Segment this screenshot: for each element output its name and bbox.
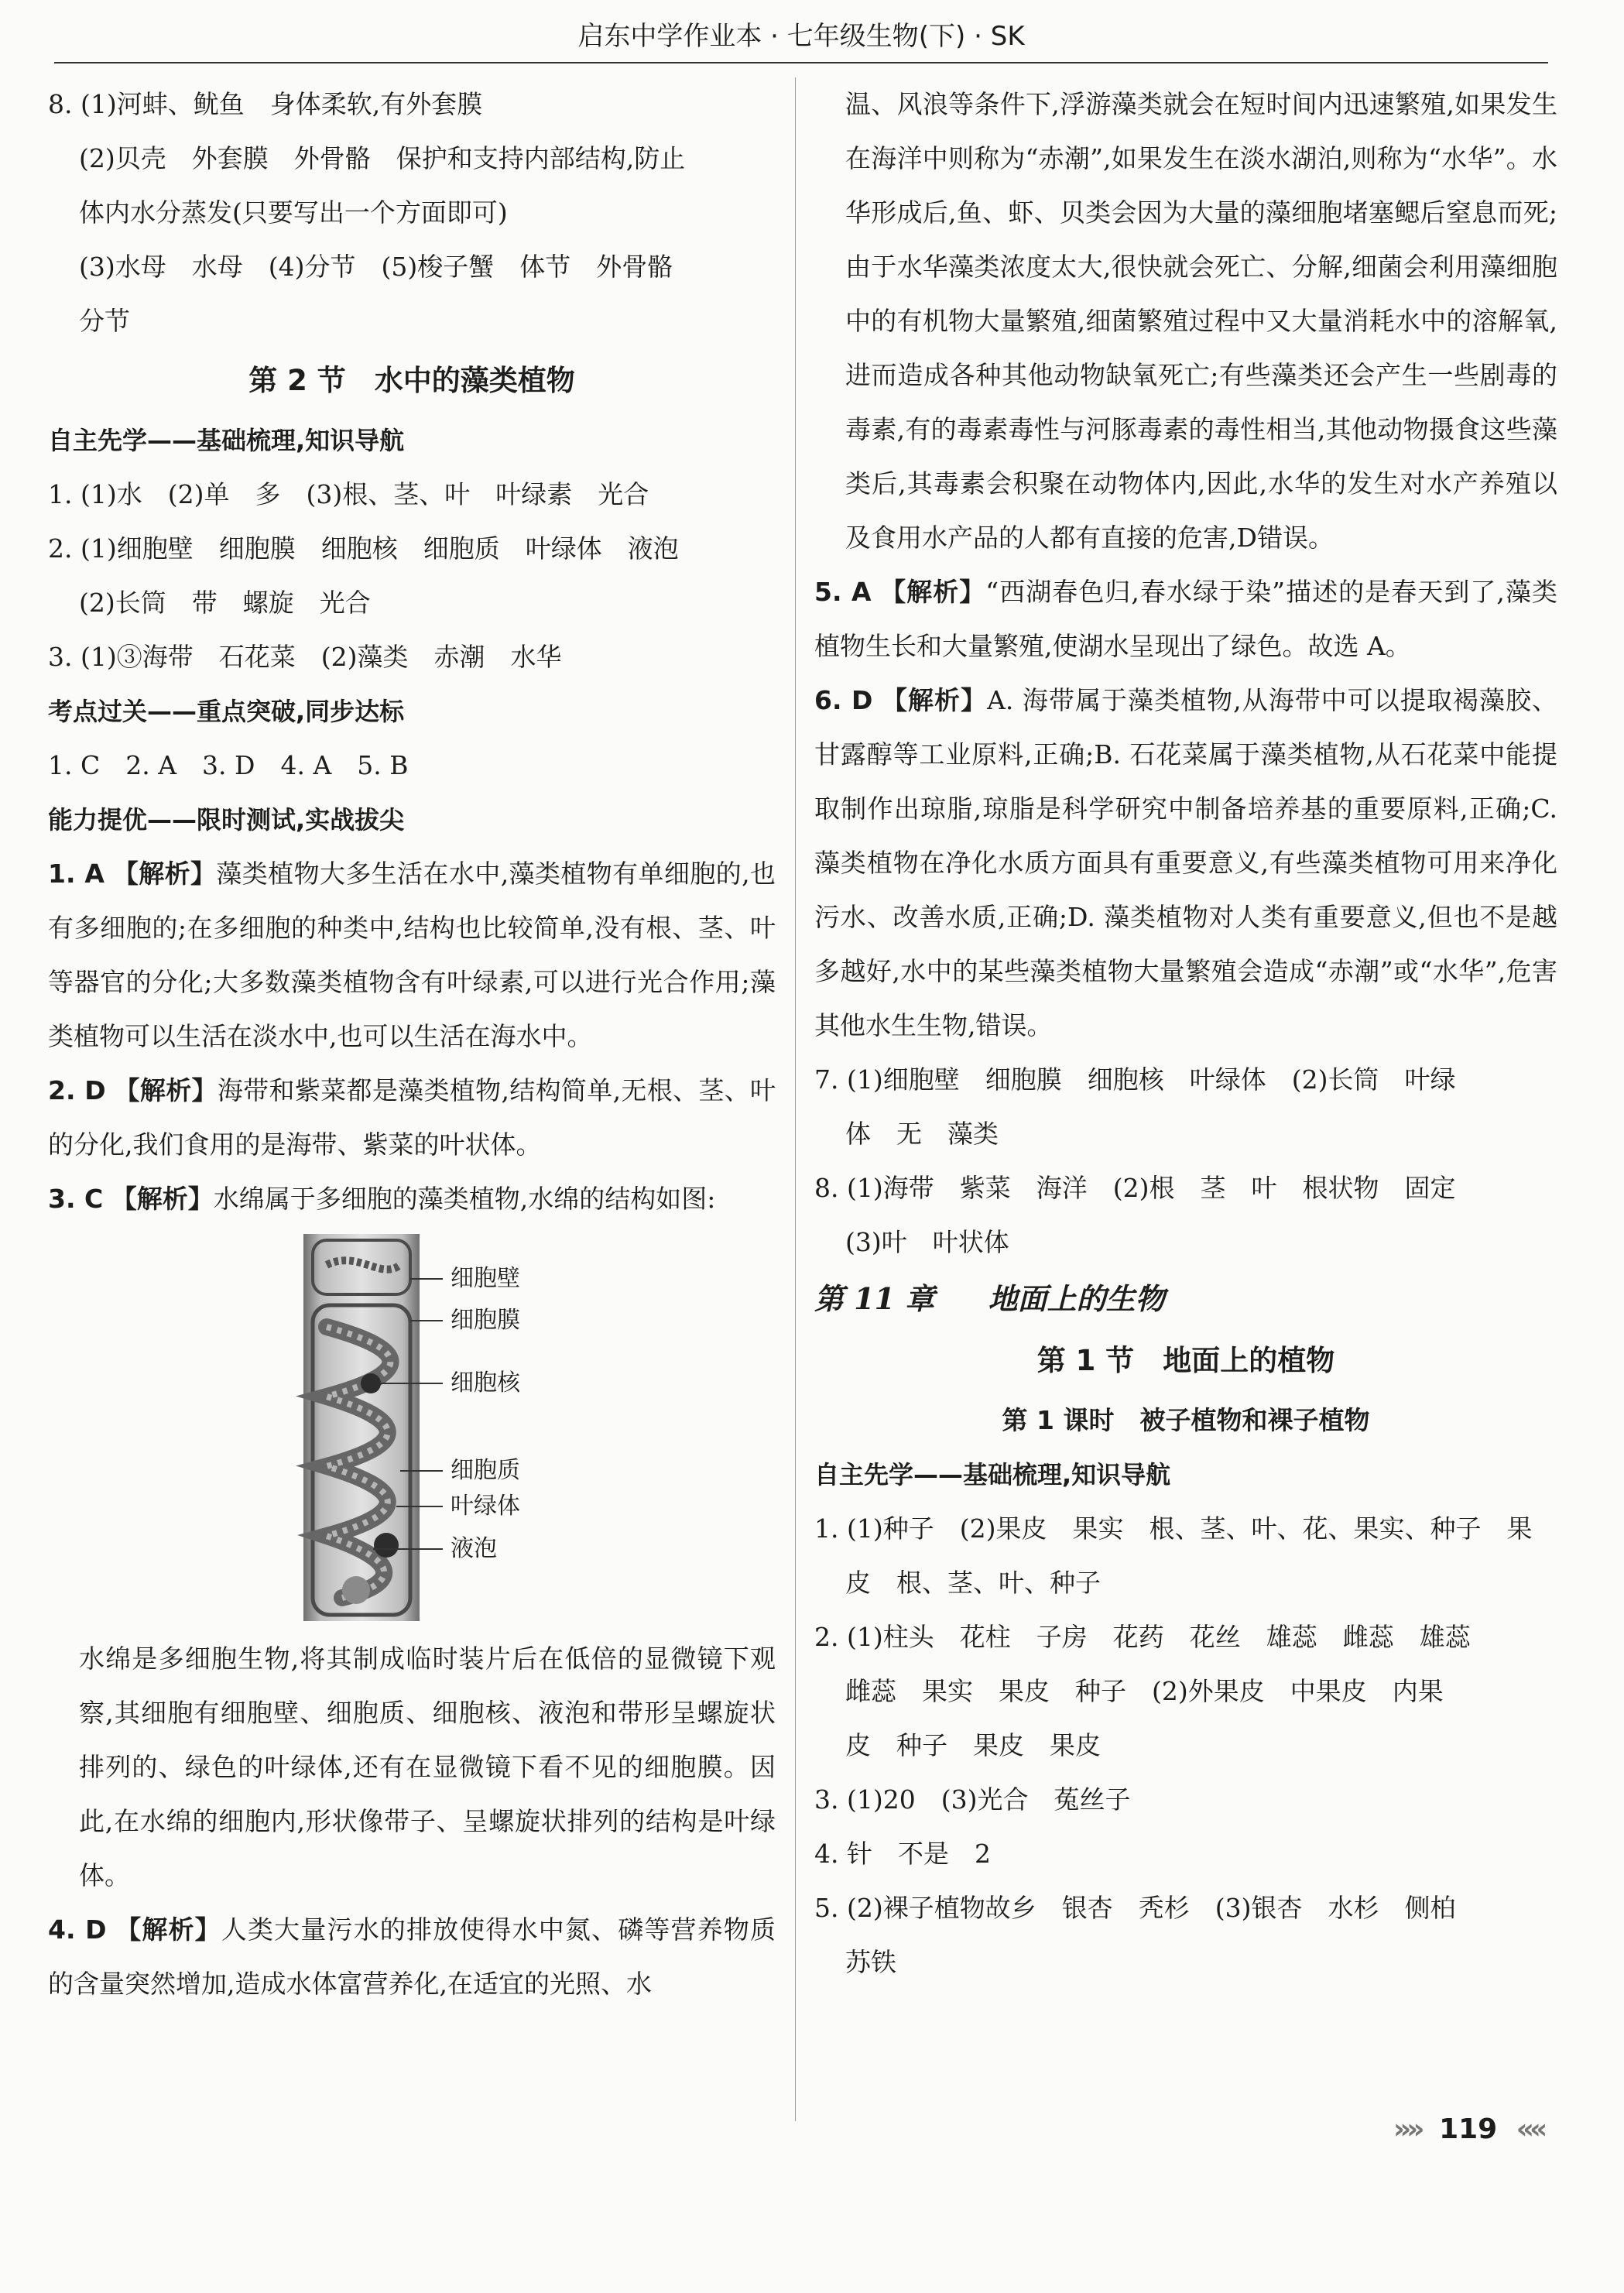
label-nucleus: 细胞核 <box>451 1369 520 1397</box>
explanation-3-text: 水绵属于多细胞的藻类植物,水绵的结构如图: <box>213 1184 716 1214</box>
answer-1: 1. (1)水 (2)单 多 (3)根、茎、叶 叶绿素 光合 <box>48 479 649 509</box>
chevron-left-icon: « <box>1516 2113 1530 2145</box>
answer-8-line-4: (3)水母 水母 (4)分节 (5)梭子蟹 体节 外骨骼 <box>79 252 673 282</box>
explanation-6 <box>814 674 1557 1053</box>
label-cell-wall: 细胞壁 <box>451 1265 520 1292</box>
chevron-right-icon: » <box>1406 2113 1420 2145</box>
explanation-2-number: 2. D <box>48 1075 106 1105</box>
chevron-right-icon: » <box>1393 2113 1407 2145</box>
explanation-4-continued: 温、风浪等条件下,浮游藻类就会在短时间内迅速繁殖,如果发生在海洋中则称为“赤潮”,如果发生在淡水湖泊,则称为“水华”。水华形成后,鱼、虾、贝类会因为大量的藻细胞堵塞鳃后窒息而死;由于水华藻类浓度太大,很快就会死亡、分解,细菌会利用藻细胞中的有机物大量繁殖,细菌繁殖过程中又大量消耗水中的溶解氧,进而造成各种其他动物缺氧死亡;有些藻类还会产生一些剧毒的毒素,有的毒素毒性与河豚毒素的毒性相当,其他动物摄食这些藻类后,其毒素会积聚在动物体内,因此,水华的发生对水产养殖以及食用水产品的人都有直接的危害,D错误。 <box>845 89 1557 553</box>
answer-3: 3. (1)③海带 石花菜 (2)藻类 赤潮 水华 <box>48 642 562 672</box>
explanation-1-tag: 【解析】 <box>112 859 217 889</box>
explanation-5-text: “西湖春色归,春水绿于染”描述的是春天到了,藻类植物生长和大量繁殖,使湖水呈现出了绿色。故选 A。 <box>814 577 1557 661</box>
page-number-block <box>1393 2113 1543 2145</box>
chapter-number: 第 11 章 <box>814 1281 935 1316</box>
explanation-3-continued: 水绵是多细胞生物,将其制成临时装片后在低倍的显微镜下观察,其细胞有细胞壁、细胞质、细胞核、液泡和带形呈螺旋状排列的、绿色的叶绿体,还有在显微镜下看不见的细胞膜。因此,在水绵的细胞内,形状像带子、呈螺旋状排列的结构是叶绿体。 <box>79 1643 776 1890</box>
answer-7-line-2: 体 无 藻类 <box>845 1119 999 1149</box>
explanation-1 <box>48 847 776 1064</box>
explanation-5 <box>814 565 1557 674</box>
section-title-algae: 第 2 节 水中的藻类植物 <box>248 364 575 397</box>
heading-self-study: 自主先学——基础梳理,知识导航 <box>48 426 405 455</box>
answer-8-line-5: 分节 <box>79 306 130 336</box>
answer-8b-line-1: 8. (1)海带 紫菜 海洋 (2)根 茎 叶 根状物 固定 <box>814 1173 1456 1203</box>
answer-b1-line-2: 皮 根、茎、叶、种子 <box>845 1568 1101 1598</box>
answer-2-line-1: 2. (1)细胞壁 细胞膜 细胞核 细胞质 叶绿体 液泡 <box>48 533 679 564</box>
explanation-2-text: 海带和紫菜都是藻类植物,结构简单,无根、茎、叶的分化,我们食用的是海带、紫菜的叶状体。 <box>48 1075 776 1160</box>
explanation-6-number: 6. D <box>814 685 873 715</box>
answer-8b-line-2: (3)叶 叶状体 <box>845 1227 1009 1257</box>
answer-b3: 3. (1)20 (3)光合 菟丝子 <box>814 1784 1131 1815</box>
explanation-1-number: 1. A <box>48 859 104 889</box>
explanation-3-tag: 【解析】 <box>111 1184 214 1214</box>
page-header <box>54 14 1548 63</box>
answer-7-line-1: 7. (1)细胞壁 细胞膜 细胞核 叶绿体 (2)长筒 叶绿 <box>814 1064 1456 1095</box>
page-number: 119 <box>1439 2113 1498 2145</box>
answer-8-line-1: 8. (1)河蚌、鱿鱼 身体柔软,有外套膜 <box>48 89 483 119</box>
answer-b5-line-1: 5. (2)裸子植物故乡 银杏 秃杉 (3)银杏 水杉 侧柏 <box>814 1893 1456 1923</box>
answer-2-line-2: (2)长筒 带 螺旋 光合 <box>79 588 371 618</box>
column-divider <box>795 77 796 2121</box>
answer-b2-line-1: 2. (1)柱头 花柱 子房 花药 花丝 雄蕊 雌蕊 雄蕊 <box>814 1622 1471 1652</box>
heading-self-study-2: 自主先学——基础梳理,知识导航 <box>814 1460 1171 1489</box>
spirogyra-figure <box>48 1234 776 1621</box>
explanation-3-number: 3. C <box>48 1184 104 1214</box>
chevron-left-icon: « <box>1530 2113 1543 2145</box>
answer-b2-line-3: 皮 种子 果皮 果皮 <box>845 1730 1101 1760</box>
explanation-4-number: 4. D <box>48 1914 107 1945</box>
explanation-4 <box>48 1903 776 2011</box>
header-title: 启东中学作业本 · 七年级生物(下) · SK <box>577 21 1025 52</box>
label-vacuole: 液泡 <box>451 1535 497 1562</box>
explanation-5-number: 5. A <box>814 577 872 607</box>
chapter-title: 地面上的生物 <box>988 1281 1165 1316</box>
left-column <box>48 77 776 2011</box>
answer-8-line-2: (2)贝壳 外套膜 外骨骼 保护和支持内部结构,防止 <box>79 143 686 173</box>
section-title-land-plants: 第 1 节 地面上的植物 <box>1036 1344 1335 1377</box>
spirogyra-diagram <box>48 1234 745 1621</box>
answer-b4: 4. 针 不是 2 <box>814 1839 991 1869</box>
chapter-heading <box>814 1270 1557 1328</box>
lesson-title: 第 1 课时 被子植物和裸子植物 <box>1002 1405 1370 1435</box>
explanation-2 <box>48 1064 776 1172</box>
chloroplast-pyrenoid <box>374 1533 399 1558</box>
explanation-6-text: A. 海带属于藻类植物,从海带中可以提取褐藻胶、甘露醇等工业原料,正确;B. 石花菜属于藻类植物,从石花菜中能提取制作出琼脂,琼脂是科学研究中制备培养基的重要原料,正确;C. 藻类植物在净化水质方面具有重要意义,有些藻类植物可用来净化污水、改善水质,正确;D. 藻类植物对人类有重要意义,但也不是越多越好,水中的某些藻类植物大量繁殖会造成“赤潮”或“水华”,危害其他水生生物,错误。 <box>814 685 1557 1040</box>
explanation-4-tag: 【解析】 <box>115 1914 221 1945</box>
explanation-2-tag: 【解析】 <box>114 1075 218 1105</box>
answer-b2-line-2: 雌蕊 果实 果皮 种子 (2)外果皮 中果皮 内果 <box>845 1676 1444 1706</box>
explanation-3 <box>48 1172 776 1226</box>
label-cytoplasm: 细胞质 <box>451 1457 520 1484</box>
right-column <box>814 77 1557 1990</box>
nucleus-dot <box>361 1373 381 1393</box>
explanation-1-text: 藻类植物大多生活在水中,藻类植物有单细胞的,也有多细胞的;在多细胞的种类中,结构也比较简单,没有根、茎、叶等器官的分化;大多数藻类植物含有叶绿素,可以进行光合作用;藻类植物可以生活在淡水中,也可以生活在海水中。 <box>48 859 776 1051</box>
answer-b5-line-2: 苏铁 <box>845 1947 896 1977</box>
heading-key-points: 考点过关——重点突破,同步达标 <box>48 697 405 726</box>
explanation-4-text: 人类大量污水的排放使得水中氮、磷等营养物质的含量突然增加,造成水体富营养化,在适宜的光照、水 <box>48 1914 776 1999</box>
heading-ability: 能力提优——限时测试,实战拔尖 <box>48 805 405 835</box>
answer-8-line-3: 体内水分蒸发(只要写出一个方面即可) <box>79 197 508 228</box>
label-cell-membrane: 细胞膜 <box>451 1307 520 1334</box>
choice-answers-row: 1. C 2. A 3. D 4. A 5. B <box>48 750 409 780</box>
answer-b1-line-1: 1. (1)种子 (2)果皮 果实 根、茎、叶、花、果实、种子 果 <box>814 1513 1533 1544</box>
explanation-6-tag: 【解析】 <box>881 685 988 715</box>
label-chloroplast: 叶绿体 <box>451 1493 520 1520</box>
explanation-5-tag: 【解析】 <box>880 577 986 607</box>
